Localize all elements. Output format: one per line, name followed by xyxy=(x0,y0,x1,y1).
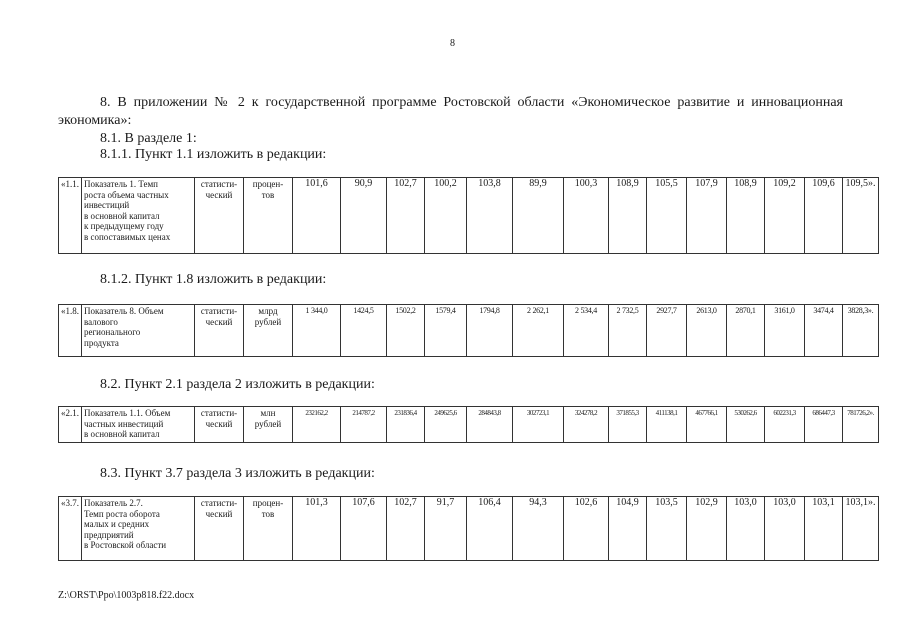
value-cell: 411138,1 xyxy=(647,407,687,443)
value-cell: 105,5 xyxy=(647,178,687,254)
value-cell: 103,5 xyxy=(647,497,687,561)
value-cell: 109,6 xyxy=(805,178,843,254)
value-cell: 89,9 xyxy=(513,178,564,254)
indicator-name-cell-line: Темп роста оборота xyxy=(84,508,160,519)
value-cell: 2927,7 xyxy=(647,305,687,357)
value-cell: 103,0 xyxy=(765,497,805,561)
value-cell: 1 344,0 xyxy=(293,305,341,357)
value-cell: 467766,1 xyxy=(687,407,727,443)
data-source-cell-line: статисти- xyxy=(200,179,238,189)
value-cell: 108,9 xyxy=(727,178,765,254)
paragraph-8-1-1: 8.1.1. Пункт 1.1 изложить в редакции: xyxy=(100,147,327,162)
value-cell: 371855,3 xyxy=(609,407,647,443)
value-cell: 3474,4 xyxy=(805,305,843,357)
unit-cell xyxy=(244,305,293,357)
value-cell: 686447,3 xyxy=(805,407,843,443)
data-source-cell xyxy=(195,305,244,357)
value-cell: 232162,2 xyxy=(293,407,341,443)
unit-cell xyxy=(244,407,293,443)
unit-cell-line: процен- xyxy=(252,498,284,508)
value-cell: 102,7 xyxy=(387,178,425,254)
table-row xyxy=(59,305,879,357)
value-cell: 1502,2 xyxy=(387,305,425,357)
data-source-cell-line: статисти- xyxy=(200,408,238,418)
data-source-cell-line: статисти- xyxy=(200,306,238,316)
unit-cell-line: рублей xyxy=(254,418,282,429)
indicator-name-cell xyxy=(82,305,195,357)
value-cell: 102,7 xyxy=(387,497,425,561)
item-number-cell: «1.1. xyxy=(59,178,82,254)
data-source-cell-line: ческий xyxy=(205,316,233,327)
value-cell: 100,3 xyxy=(564,178,609,254)
value-cell: 100,2 xyxy=(425,178,467,254)
value-cell: 107,6 xyxy=(341,497,387,561)
value-cell: 103,0 xyxy=(727,497,765,561)
value-cell: 1424,5 xyxy=(341,305,387,357)
value-cell: 103,1». xyxy=(843,497,879,561)
table-row xyxy=(59,407,879,443)
indicator-name-cell xyxy=(82,407,195,443)
item-number-cell: «1.8. xyxy=(59,305,82,357)
value-cell: 106,4 xyxy=(467,497,513,561)
value-cell: 249625,6 xyxy=(425,407,467,443)
indicator-name-cell xyxy=(82,497,195,561)
value-cell: 3161,0 xyxy=(765,305,805,357)
indicator-table xyxy=(58,406,879,443)
value-cell: 103,1 xyxy=(805,497,843,561)
value-cell: 1579,4 xyxy=(425,305,467,357)
value-cell: 2613,0 xyxy=(687,305,727,357)
value-cell: 602231,3 xyxy=(765,407,805,443)
indicator-name-cell-line: инвестиций xyxy=(84,200,130,210)
unit-cell-line: процен- xyxy=(252,179,284,189)
value-cell: 102,6 xyxy=(564,497,609,561)
value-cell: 231836,4 xyxy=(387,407,425,443)
unit-cell-line: тов xyxy=(261,189,275,200)
indicator-name-cell-line: в Ростовской области xyxy=(84,540,167,550)
indicator-name-cell-line: в основной капитал xyxy=(84,210,160,221)
value-cell: 101,3 xyxy=(293,497,341,561)
paragraph-8-1-2: 8.1.2. Пункт 1.8 изложить в редакции: xyxy=(100,272,327,287)
value-cell: 108,9 xyxy=(609,178,647,254)
indicator-name-cell-line: Показатель 1.1. Объем xyxy=(84,408,171,418)
intro-paragraph: 8. В приложении № 2 к государственной программе Ростовской области «Экономическое развитие и инновационная экономика»: xyxy=(58,95,843,128)
indicator-name-cell-line: роста объема частных xyxy=(84,189,169,200)
indicator-name-cell-line: в сопоставимых ценах xyxy=(84,231,171,242)
unit-cell xyxy=(244,497,293,561)
item-number-cell: «2.1. xyxy=(59,407,82,443)
indicator-name-cell-line: к предыдущему году xyxy=(84,221,164,231)
indicator-name-cell-line: предприятий xyxy=(84,529,134,540)
value-cell: 214787,2 xyxy=(341,407,387,443)
value-cell: 781726,2». xyxy=(843,407,879,443)
indicator-name-cell-line: Показатель 1. Темп xyxy=(84,179,158,189)
data-source-cell-line: ческий xyxy=(205,418,233,429)
indicator-table xyxy=(58,304,879,357)
unit-cell xyxy=(244,178,293,254)
value-cell: 2870,1 xyxy=(727,305,765,357)
value-cell: 104,9 xyxy=(609,497,647,561)
table-row xyxy=(59,497,879,561)
value-cell: 324278,2 xyxy=(564,407,609,443)
indicator-name-cell-line: малых и средних xyxy=(84,519,150,529)
value-cell: 3828,3». xyxy=(843,305,879,357)
unit-cell-line: млрд xyxy=(258,306,278,316)
value-cell: 101,6 xyxy=(293,178,341,254)
item-number-cell: «3.7. xyxy=(59,497,82,561)
value-cell: 1794,8 xyxy=(467,305,513,357)
value-cell: 302723,1 xyxy=(513,407,564,443)
data-source-cell xyxy=(195,407,244,443)
file-path-footer: Z:\ORST\Ppo\1003p818.f22.docx xyxy=(58,590,195,601)
value-cell: 103,8 xyxy=(467,178,513,254)
indicator-name-cell-line: частных инвестиций xyxy=(84,418,164,429)
value-cell: 94,3 xyxy=(513,497,564,561)
indicator-name-cell-line: продукта xyxy=(84,337,119,348)
unit-cell-line: рублей xyxy=(254,316,282,327)
value-cell: 530262,6 xyxy=(727,407,765,443)
data-source-cell xyxy=(195,178,244,254)
page-number: 8 xyxy=(450,38,455,49)
value-cell: 102,9 xyxy=(687,497,727,561)
paragraph-8-2: 8.2. Пункт 2.1 раздела 2 изложить в редакции: xyxy=(100,377,375,392)
paragraph-8-1: 8.1. В разделе 1: xyxy=(100,131,197,146)
data-source-cell-line: статисти- xyxy=(200,498,238,508)
value-cell: 2 732,5 xyxy=(609,305,647,357)
indicator-name-cell-line: Показатель 8. Объем xyxy=(84,306,164,316)
indicator-name-cell-line: регионального xyxy=(84,327,141,337)
indicator-name-cell-line: валового xyxy=(84,316,118,327)
value-cell: 107,9 xyxy=(687,178,727,254)
table-row xyxy=(59,178,879,254)
indicator-name-cell-line: Показатель 2.7. xyxy=(84,498,143,508)
paragraph-8-3: 8.3. Пункт 3.7 раздела 3 изложить в редакции: xyxy=(100,466,375,481)
indicator-name-cell-line: в основной капитал xyxy=(84,429,160,439)
indicator-table xyxy=(58,177,879,254)
value-cell: 109,5». xyxy=(843,178,879,254)
value-cell: 2 262,1 xyxy=(513,305,564,357)
value-cell: 91,7 xyxy=(425,497,467,561)
indicator-table xyxy=(58,496,879,561)
data-source-cell xyxy=(195,497,244,561)
value-cell: 284843,8 xyxy=(467,407,513,443)
unit-cell-line: тов xyxy=(261,508,275,519)
indicator-name-cell xyxy=(82,178,195,254)
data-source-cell-line: ческий xyxy=(205,189,233,200)
value-cell: 90,9 xyxy=(341,178,387,254)
value-cell: 109,2 xyxy=(765,178,805,254)
unit-cell-line: млн xyxy=(260,408,276,418)
value-cell: 2 534,4 xyxy=(564,305,609,357)
data-source-cell-line: ческий xyxy=(205,508,233,519)
